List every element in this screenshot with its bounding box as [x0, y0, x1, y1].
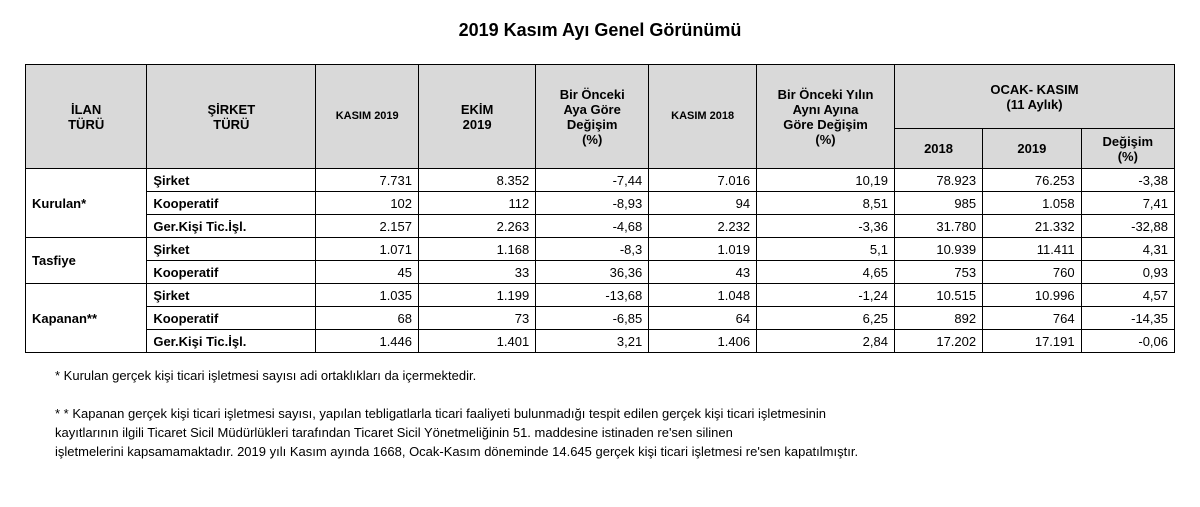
value-cell: 17.202: [894, 330, 982, 353]
value-cell: 1.406: [649, 330, 757, 353]
footnote-kurulan: * Kurulan gerçek kişi ticari işletmesi sayısı adi ortaklıkları da içermektedir.: [55, 368, 477, 383]
value-cell: 112: [419, 192, 536, 215]
footnote-kapanan-line: kayıtlarının ilgili Ticaret Sicil Müdürlükleri tarafından Ticaret Sicil Yönetmeliğinin 51. maddesine istinaden re'sen silinen: [55, 425, 733, 440]
header-sub-2018: 2018: [894, 129, 982, 169]
value-cell: 102: [316, 192, 419, 215]
company-type-cell: Şirket: [147, 169, 316, 192]
value-cell: 3,21: [536, 330, 649, 353]
value-cell: 68: [316, 307, 419, 330]
value-cell: -0,06: [1081, 330, 1174, 353]
value-cell: 1.401: [419, 330, 536, 353]
value-cell: 64: [649, 307, 757, 330]
value-cell: 1.019: [649, 238, 757, 261]
value-cell: -6,85: [536, 307, 649, 330]
value-cell: 4,31: [1081, 238, 1174, 261]
value-cell: 8.352: [419, 169, 536, 192]
value-cell: 753: [894, 261, 982, 284]
value-cell: -14,35: [1081, 307, 1174, 330]
header-ocak-kasim: OCAK- KASIM (11 Aylık): [894, 65, 1174, 129]
value-cell: -3,36: [757, 215, 895, 238]
table-row: [26, 215, 1175, 238]
value-cell: 7.016: [649, 169, 757, 192]
value-cell: -8,3: [536, 238, 649, 261]
value-cell: 892: [894, 307, 982, 330]
value-cell: 10.996: [983, 284, 1082, 307]
value-cell: -32,88: [1081, 215, 1174, 238]
header-onceki-ay-degisim: Bir Önceki Aya Göre Değişim (%): [536, 65, 649, 169]
value-cell: 985: [894, 192, 982, 215]
value-cell: 73: [419, 307, 536, 330]
table-row: [26, 238, 1175, 261]
group-label: Kurulan*: [26, 169, 147, 238]
value-cell: 43: [649, 261, 757, 284]
company-type-cell: Kooperatif: [147, 307, 316, 330]
table-row: [26, 330, 1175, 353]
value-cell: 10.939: [894, 238, 982, 261]
value-cell: -8,93: [536, 192, 649, 215]
header-sub-2019: 2019: [983, 129, 1082, 169]
value-cell: 1.199: [419, 284, 536, 307]
value-cell: 11.411: [983, 238, 1082, 261]
value-cell: 21.332: [983, 215, 1082, 238]
table-row: [26, 284, 1175, 307]
company-type-cell: Şirket: [147, 284, 316, 307]
header-sub-degisim: Değişim (%): [1081, 129, 1174, 169]
value-cell: 760: [983, 261, 1082, 284]
value-cell: 7.731: [316, 169, 419, 192]
value-cell: -1,24: [757, 284, 895, 307]
company-type-cell: Ger.Kişi Tic.İşl.: [147, 330, 316, 353]
footnote-kapanan: [55, 404, 1175, 461]
value-cell: 1.446: [316, 330, 419, 353]
header-ilan-turu: İLAN TÜRÜ: [26, 65, 147, 169]
value-cell: 1.058: [983, 192, 1082, 215]
company-type-cell: Ger.Kişi Tic.İşl.: [147, 215, 316, 238]
group-label: Tasfiye: [26, 238, 147, 284]
header-kasim-2019: KASIM 2019: [316, 65, 419, 169]
footnotes: [55, 366, 1175, 461]
table-row: [26, 169, 1175, 192]
value-cell: 31.780: [894, 215, 982, 238]
table-row: [26, 192, 1175, 215]
value-cell: 1.168: [419, 238, 536, 261]
value-cell: 36,36: [536, 261, 649, 284]
company-type-cell: Kooperatif: [147, 261, 316, 284]
value-cell: 0,93: [1081, 261, 1174, 284]
value-cell: 1.035: [316, 284, 419, 307]
company-type-cell: Şirket: [147, 238, 316, 261]
value-cell: 764: [983, 307, 1082, 330]
value-cell: 7,41: [1081, 192, 1174, 215]
value-cell: 76.253: [983, 169, 1082, 192]
value-cell: 2.157: [316, 215, 419, 238]
value-cell: 1.071: [316, 238, 419, 261]
value-cell: 8,51: [757, 192, 895, 215]
header-kasim-2018: KASIM 2018: [649, 65, 757, 169]
value-cell: 33: [419, 261, 536, 284]
value-cell: 4,57: [1081, 284, 1174, 307]
value-cell: 10,19: [757, 169, 895, 192]
value-cell: 10.515: [894, 284, 982, 307]
header-onceki-yil-degisim: Bir Önceki Yılın Aynı Ayına Göre Değişim (%): [757, 65, 895, 169]
value-cell: 6,25: [757, 307, 895, 330]
group-label: Kapanan**: [26, 284, 147, 353]
value-cell: 2,84: [757, 330, 895, 353]
value-cell: 78.923: [894, 169, 982, 192]
header-sirket-turu: ŞİRKET TÜRÜ: [147, 65, 316, 169]
statistics-table: [25, 64, 1175, 353]
table-body: [26, 169, 1175, 353]
table-row: [26, 261, 1175, 284]
page-title: 2019 Kasım Ayı Genel Görünümü: [458, 20, 742, 40]
value-cell: 5,1: [757, 238, 895, 261]
value-cell: 94: [649, 192, 757, 215]
footnote-kapanan-line: * * Kapanan gerçek kişi ticari işletmesi sayısı, yapılan tebligatlarla ticari faaliyeti bulunmadığı tespit edilen gerçek kişi ticari işletmesinin: [55, 406, 826, 421]
value-cell: 17.191: [983, 330, 1082, 353]
value-cell: -4,68: [536, 215, 649, 238]
footnote-kapanan-line: işletmelerini kapsamamaktadır. 2019 yılı Kasım ayında 1668, Ocak-Kasım döneminde 14.645 gerçek kişi ticari işletmesi re'sen kapatılmıştır.: [55, 444, 859, 459]
value-cell: 2.263: [419, 215, 536, 238]
value-cell: 2.232: [649, 215, 757, 238]
table-row: [26, 307, 1175, 330]
header-ekim-2019: EKİM 2019: [419, 65, 536, 169]
company-type-cell: Kooperatif: [147, 192, 316, 215]
value-cell: -7,44: [536, 169, 649, 192]
value-cell: 1.048: [649, 284, 757, 307]
value-cell: 4,65: [757, 261, 895, 284]
value-cell: 45: [316, 261, 419, 284]
value-cell: -13,68: [536, 284, 649, 307]
value-cell: -3,38: [1081, 169, 1174, 192]
